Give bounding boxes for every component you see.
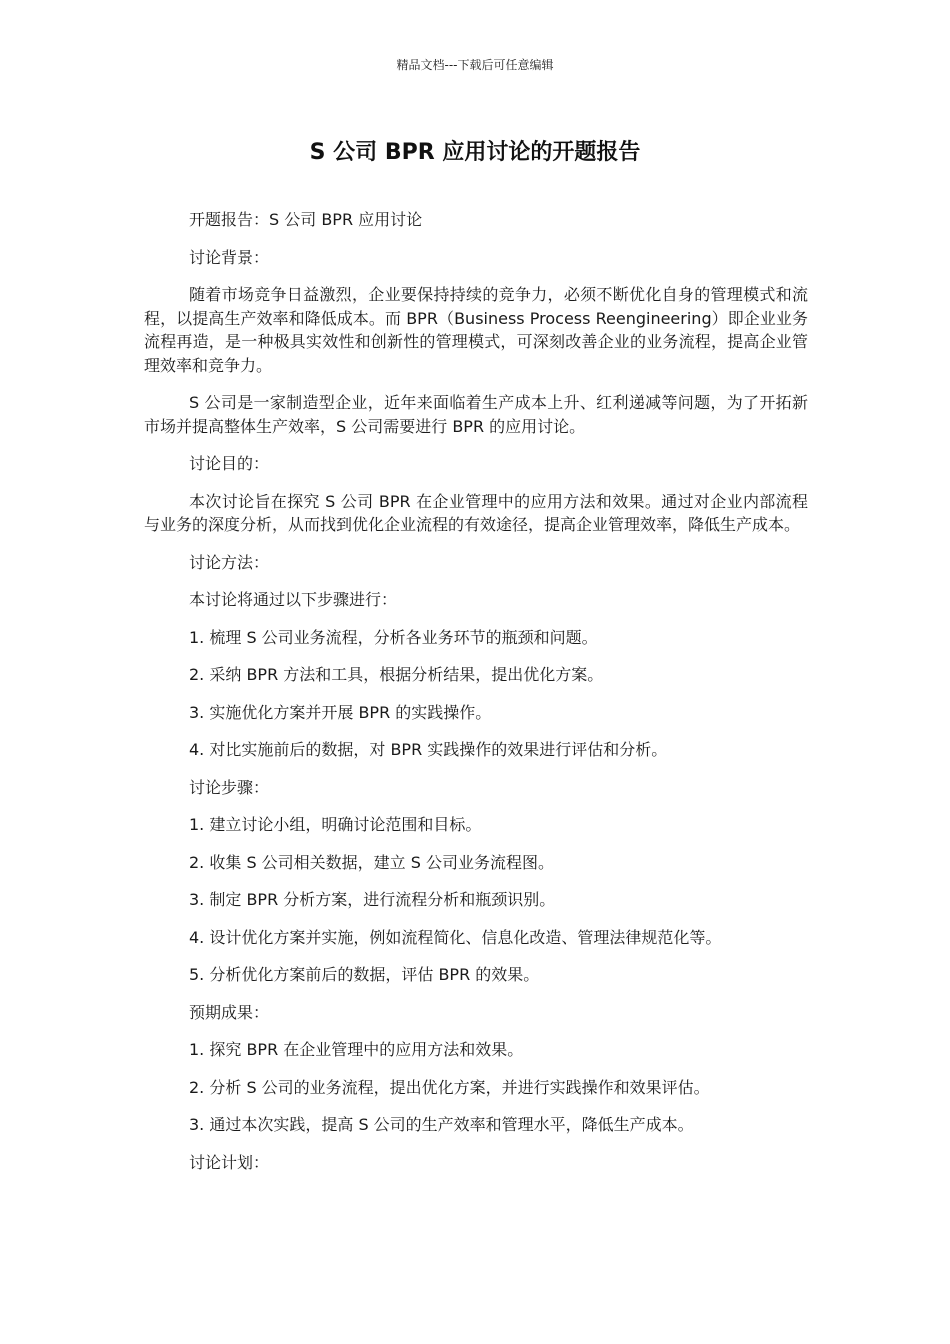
heading-plan: 讨论计划： [189, 1152, 270, 1172]
paragraph-background-1: 随着市场竞争日益激烈，企业要保持持续的竞争力，必须不断优化自身的管理模式和流程，以提高生产效率和降低成本。而 BPR（Business Process Reengineering）即企业业务流程再造，是一种极具实效性和创新性的管理模式，可深刻改善企业的业务流程，提高企业管理效率和竞争力。 [144, 285, 808, 375]
document-title: S 公司 BPR 应用讨论的开题报告 [309, 140, 641, 165]
heading-steps: 讨论步骤： [189, 777, 270, 797]
list-item-step-3: 3. 制定 BPR 分析方案，进行流程分析和瓶颈识别。 [189, 890, 556, 909]
list-item-method-4: 4. 对比实施前后的数据，对 BPR 实践操作的效果进行评估和分析。 [189, 740, 668, 759]
list-item-method-3: 3. 实施优化方案并开展 BPR 的实践操作。 [189, 702, 492, 722]
list-item-step-4: 4. 设计优化方案并实施，例如流程简化、信息化改造、管理法律规范化等。 [189, 927, 722, 947]
list-item-step-1: 1. 建立讨论小组，明确讨论范围和目标。 [189, 815, 482, 834]
page-header-note: 精品文档---下载后可任意编辑 [396, 58, 554, 72]
list-item-result-1: 1. 探究 BPR 在企业管理中的应用方法和效果。 [189, 1040, 524, 1059]
list-item-step-5: 5. 分析优化方案前后的数据，评估 BPR 的效果。 [189, 965, 540, 984]
paragraph-background-2: S 公司是一家制造型企业，近年来面临着生产成本上升、红利递减等问题，为了开拓新市场并提高整体生产效率，S 公司需要进行 BPR 的应用讨论。 [144, 393, 808, 436]
paragraph-purpose: 本次讨论旨在探究 S 公司 BPR 在企业管理中的应用方法和效果。通过对企业内部流程与业务的深度分析，从而找到优化企业流程的有效途径，提高企业管理效率，降低生产成本。 [144, 491, 808, 534]
list-item-result-2: 2. 分析 S 公司的业务流程，提出优化方案，并进行实践操作和效果评估。 [189, 1077, 710, 1097]
list-item-method-1: 1. 梳理 S 公司业务流程，分析各业务环节的瓶颈和问题。 [189, 627, 598, 647]
list-item-method-2: 2. 采纳 BPR 方法和工具，根据分析结果，提出优化方案。 [189, 665, 604, 684]
document-body [144, 208, 808, 1188]
heading-purpose: 讨论目的： [189, 454, 270, 473]
paragraph-method-intro: 本讨论将通过以下步骤进行： [189, 590, 398, 609]
heading-method: 讨论方法： [189, 552, 270, 572]
list-item-result-3: 3. 通过本次实践，提高 S 公司的生产效率和管理水平，降低生产成本。 [189, 1115, 694, 1134]
heading-expected-results: 预期成果： [189, 1002, 270, 1022]
paragraph-proposal-title: 开题报告：S 公司 BPR 应用讨论 [189, 210, 423, 229]
list-item-step-2: 2. 收集 S 公司相关数据，建立 S 公司业务流程图。 [189, 852, 555, 872]
heading-background: 讨论背景： [189, 247, 270, 267]
